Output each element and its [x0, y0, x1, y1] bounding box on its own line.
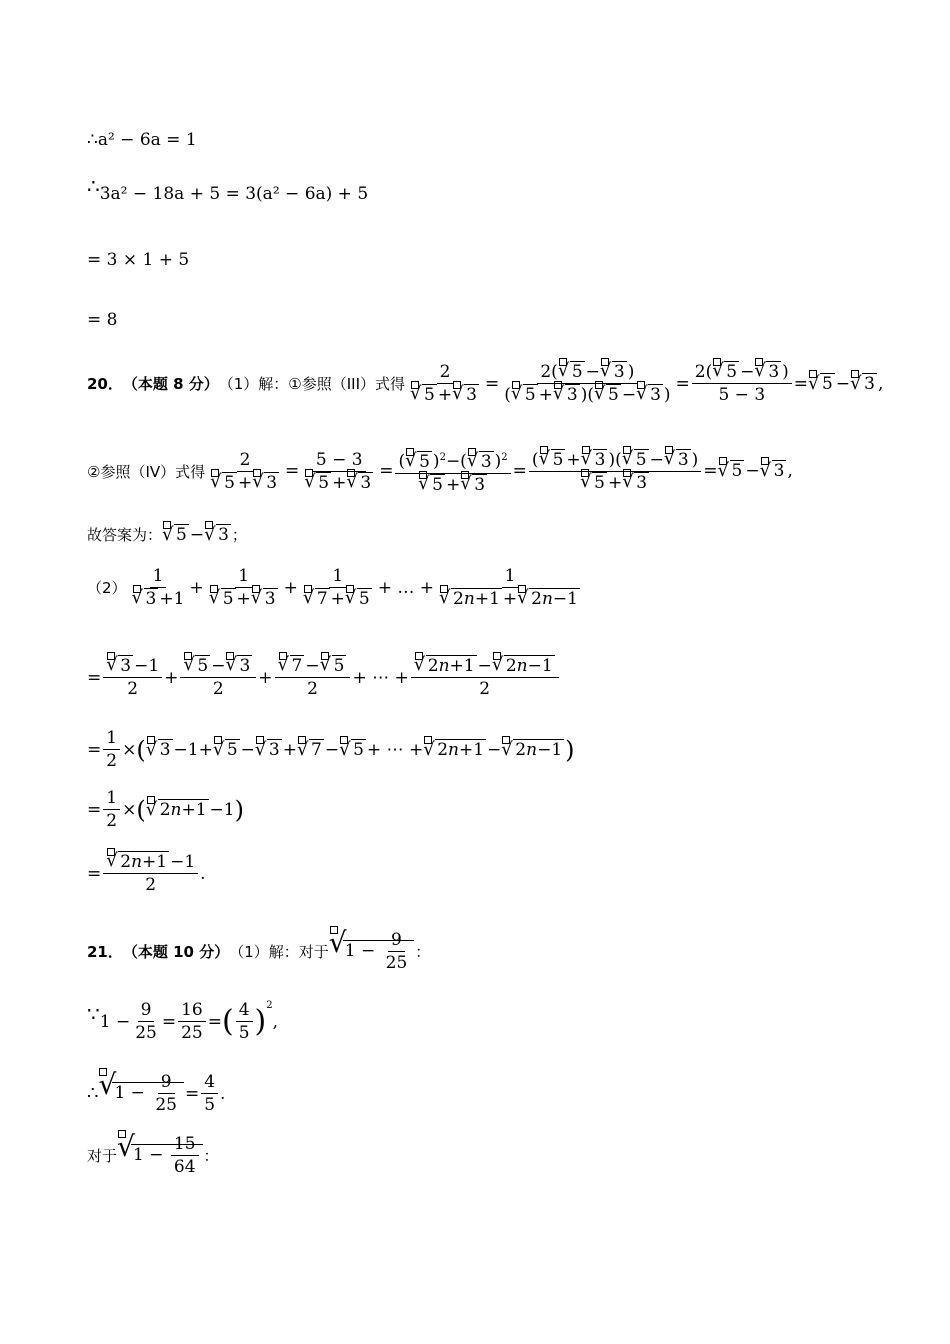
- therefore-symbol: ∴: [87, 174, 100, 198]
- colon: ：: [203, 1147, 219, 1165]
- q20-part2-line-5: = √ 2n+1 −1 2 .: [87, 850, 206, 895]
- part-label: （2）: [87, 579, 127, 597]
- q21-line-1: 21． （本题 10 分） （1）解：对于 √ 1 − $\frac{9}{25}$ ：: [87, 926, 431, 973]
- because-symbol: ∵: [87, 1001, 100, 1026]
- q20-line-1: 20． （本题 8 分） （1）解：①参照（III）式得 2 √ 5 + √ 3 = 2( √ 5 − √ 3 ) ( √ 5 + √ 3 )( √ 5 − √ 3 ) = 2( √ 5 − √ 3 ) 5 − 3 = √ 5 − √ 3 ,: [87, 360, 884, 405]
- question-points: （本题 10 分）: [122, 943, 230, 961]
- q21-line-4: 对于 √ 1 − $\frac{15}{64}$ ：: [87, 1130, 219, 1177]
- eq-line-2: [87, 174, 369, 206]
- q20-part2-line-4: = 1 2 × ( √ 2n+1 −1 ): [87, 788, 244, 831]
- answer-tail: ；: [231, 526, 247, 544]
- equation-text: = 8: [87, 310, 118, 330]
- eq-line-1: [87, 130, 197, 150]
- fraction: ( √ 5 + √ 3 )( √ 5 − √ 3 ) √ 5 + √ 3: [529, 450, 701, 493]
- q20-line-2: ②参照（IV）式得 2 √ 5 + √ 3 = 5 − 3 √ 5 + √ 3 = ( √ 5 )$^2$−( √ 3 )$^2$ √ 5 + √ 3 = ( √ 5 + √ 3 )( √ 5 − √ 3 ) √ 5 + √ 3 = √ 5 − √ 3 ,: [87, 447, 793, 495]
- equation-text: = 3 × 1 + 5: [87, 250, 190, 270]
- q20-answer: 故答案为： √ 5 − √ 3 ；: [87, 524, 247, 545]
- next-intro: 对于: [87, 1147, 118, 1165]
- fraction: 2( √ 5 − √ 3 ) 5 − 3: [692, 362, 792, 405]
- fraction: 5 − 3 √ 5 + √ 3: [304, 449, 372, 493]
- equation-text: ∴a² − 6a = 1: [87, 130, 197, 150]
- part-intro: ②参照（IV）式得: [87, 462, 206, 481]
- q20-part2-line-3: = 1 2 × ( √ 3 −1+ √ 5 − √ 3 + √ 7 − √ 5 + ⋯ + √ 2n+1 − √ 2n−1 ): [87, 728, 575, 771]
- therefore-symbol: ∴: [87, 1083, 99, 1104]
- part-intro: （1）解：①参照（III）式得: [218, 375, 406, 393]
- equation-text: 3a² − 18a + 5 = 3(a² − 6a) + 5: [99, 184, 369, 204]
- fraction: 2( √ 5 − √ 3 ) ( √ 5 + √ 3 )( √ 5 − √ 3 ): [504, 360, 671, 405]
- fraction: 2 √ 5 + √ 3: [210, 449, 278, 493]
- part-intro: （1）解：对于: [229, 943, 329, 961]
- q21-line-3: ∴ √ 1 − $\frac{9}{25}$ = 4 5 .: [87, 1068, 226, 1115]
- question-number: 21．: [87, 943, 123, 961]
- question-number: 20．: [87, 375, 123, 393]
- fraction: 2 √ 5 + √ 3: [410, 362, 477, 405]
- colon: ：: [415, 943, 431, 961]
- eq-line-4: [87, 310, 117, 330]
- answer-label: 故答案为：: [87, 526, 163, 544]
- q21-line-2: ∵ 1 − 9 25 = 16 25 = ( 4 5 ) $^2$ ,: [87, 1000, 279, 1043]
- fraction: ( √ 5 )$^2$−( √ 3 )$^2$ √ 5 + √ 3: [395, 448, 510, 495]
- q20-part2-line-2: = √ 3 −1 2 + √ 5 − √ 3 2 + √ 7 − √ 5 2 + ⋯ + √ 2n+1 − √ 2n−1 2: [87, 656, 561, 699]
- q20-part2-line-1: （2） 1 √ 3 +1 + 1 √ 5 + √ 3 + 1 √ 7 + √ 5 + … + 1 √ 2n+1 + √ 2n−1: [87, 566, 578, 609]
- question-points: （本题 8 分）: [122, 375, 219, 393]
- eq-line-3: [87, 250, 189, 270]
